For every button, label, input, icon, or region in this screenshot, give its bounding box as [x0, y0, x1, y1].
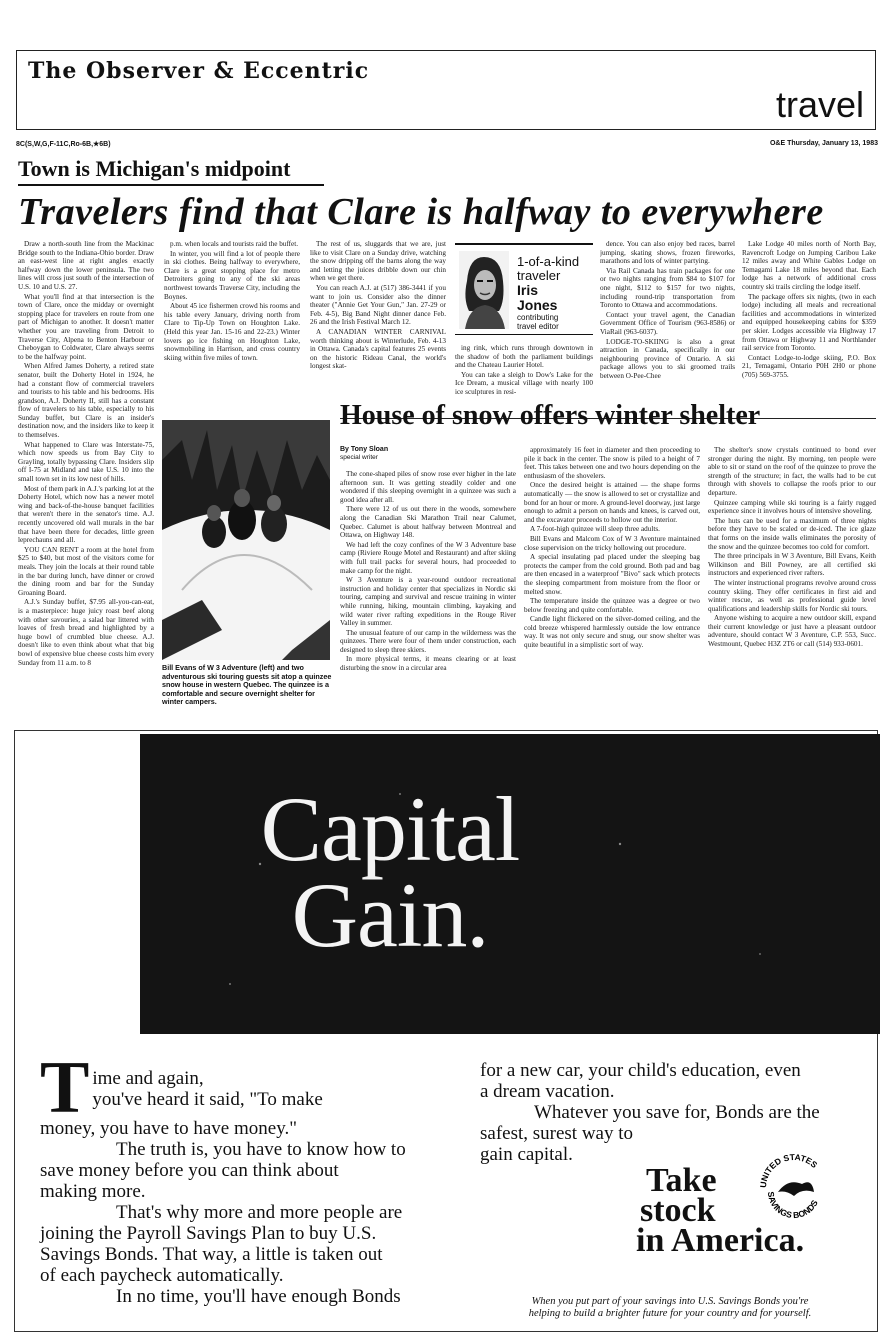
paragraph: We had left the cozy confines of the W 3 Adventure base camp (Riviere Rouge Motel and Restaurant) and after skiing with full trail packs for several hours, had proceeded to make camp for the night.	[340, 540, 516, 575]
paragraph: Quinzee camping while ski touring is a fairly rugged experience since it involves hours of intensive shoveling.	[708, 498, 876, 516]
kicker-rule	[18, 184, 324, 186]
seal-top-text	[758, 1152, 820, 1188]
tagline-line-2: helping to build a brighter future for your country and for yourself.	[528, 1308, 812, 1319]
story1-headline: Travelers find that Clare is halfway to everywhere	[18, 191, 824, 233]
paragraph: A CANADIAN WINTER CARNIVAL worth thinking about is Winterlude, Feb. 4-13 in Ottawa. Canada's capital features 25 events on the historic Rideau Canal, the world's longest skat-	[310, 327, 446, 371]
photo-caption: Bill Evans of W 3 Adventure (left) and two adventurous ski touring guests sit atop a quinzee snow house in western Quebec. The quinzee is a comfortable and secure overnight shelter for winter campers.	[162, 663, 332, 707]
ad-tagline	[470, 1296, 870, 1320]
take-line-2: stock	[640, 1192, 716, 1229]
seal-bottom-text	[766, 1191, 820, 1220]
paragraph: Contact your travel agent, the Canadian Government Office of Tourism (963-8586) or ViaRail (963-6037).	[600, 310, 735, 336]
paragraph: LODGE-TO-SKIING is also a great attraction in Canada, specifically in our neighbouring province of Ontario. A ski package allows you to ski groomed trails between O-Pee-Chee	[600, 337, 735, 380]
take-line-3: in America.	[636, 1222, 805, 1259]
ad-line: gain capital.	[480, 1144, 573, 1165]
paragraph: W 3 Aventure is a year-round outdoor recreational instruction and holiday center that specializes in Nordic ski touring, camping and survival and rescue training in winter while running, hiking, mountain climbing, kayaking and wild water river rafting expeditions in the Rouge River Valley in summer.	[340, 576, 516, 628]
ad-line: making more.	[40, 1181, 146, 1202]
ad-line: joining the Payroll Savings Plan to buy U.S.	[40, 1223, 377, 1244]
ad-line: money, you have to have money."	[40, 1118, 297, 1139]
story2-headline: House of snow offers winter shelter	[340, 400, 761, 431]
story1-column-6	[742, 240, 876, 412]
snow-house-photo	[162, 420, 330, 660]
ad-dark-panel	[140, 734, 880, 1034]
paragraph: You can reach A.J. at (517) 386-3441 if you want to join us. Consider also the dinner theater ("Annie Get Your Gun," Jan. 27-29 or Feb. 4-5), Big Band Night dinner dance Feb. 26 and the Irish Festival March 12.	[310, 283, 446, 327]
paragraph: What you'll find at that intersection is the town of Clare, once the midday or overnight stopping place for travelers en route from one part of Michigan to another. It doesn't matter whether you are traveling from Detroit to Traverse City, Alpena to Benton Harbour or Cheboygan to Coldwater, Clare always seems to be the halfway point.	[18, 292, 154, 361]
seal-top-path: UNITED STATES	[757, 1151, 820, 1189]
story2-column-c	[708, 446, 876, 726]
columnist-role-1: contributing	[517, 313, 559, 322]
story1-kicker: Town is Michigan's midpoint	[18, 156, 291, 181]
savings-bonds-seal-icon	[754, 1148, 834, 1228]
column-box-title: 1-of-a-kind	[517, 254, 580, 269]
paragraph: In more physical terms, it means clearing or at least disturbing the snow in a circular area	[340, 655, 516, 673]
ad-line: ime and again,	[92, 1068, 204, 1089]
byline-role: special writer	[340, 454, 378, 461]
paragraph: There were 12 of us out there in the woods, somewhere along the Canadian Ski Marathon Trail near Calumet, Quebec. Calumet is about halfway between Montreal and Ottawa, on Highway 148.	[340, 505, 516, 540]
paragraph: The rest of us, sluggards that we are, just like to visit Clare on a Sunday drive, watching the snow dripping off the barns along the way and letting the juices dribble down our chin when we get there.	[310, 240, 446, 283]
ad-line: of each paycheck automatically.	[40, 1265, 284, 1286]
paragraph: Contact Lodge-to-lodge skiing, P.O. Box 21, Temagami, Ontario P0H 2H0 or phone (705) 569-3755.	[742, 353, 876, 379]
column-box-text	[517, 255, 593, 331]
paragraph: p.m. when locals and tourists raid the buffet.	[170, 240, 299, 248]
paragraph: A.J.'s Sunday buffet, $7.95 all-you-can-eat, is a masterpiece: huge juicy roast beef along with other savouries, a salad bar littered with loaves of fresh bread and highlighted by a huge bowl of crumbled blue cheese. A.J. doesn't like to even think about what that big bowl of expensive blue cheese costs him every Sunday from 11 a.m. to 8	[18, 598, 154, 667]
story2-column-b	[524, 446, 700, 726]
columnist-role-2: travel editor	[517, 322, 559, 331]
paragraph: The package offers six nights, (two in each lodge) including all meals and recreational facilities and accommodations in winterized and equipped housekeeping cabins for $359 per skier. Lodges accessible via Highway 17 from Ottawa or Highway 11 and Northlander rail service from Toronto.	[742, 292, 876, 353]
paragraph: Bill Evans and Malcom Cox of W 3 Aventure maintained close supervision on the tricky hollowing out procedure.	[524, 534, 700, 552]
paragraph: The huts can be used for a maximum of three nights before they have to be scaled or de-iced. The ice glaze that forms on the inside walls eliminates the porosity of the snow and the quinzee becomes too cold for comfort.	[708, 516, 876, 551]
story2-byline-block	[340, 446, 516, 462]
paragraph: The temperature inside the quinzee was a degree or two below freezing and quite comfortable.	[524, 597, 700, 614]
paragraph: The three principals in W 3 Aventure, Bill Evans, Keith Wilkinson and Bill Powney, are all certified ski instructors and experienced river rafters.	[708, 552, 876, 578]
ad-line: save money before you can think about	[40, 1160, 339, 1181]
ad-line: The truth is, you have to know how to	[116, 1139, 406, 1160]
ad-line: Savings Bonds. That way, a little is taken out	[40, 1244, 383, 1265]
paragraph: Via Rail Canada has train packages for one or two nights ranging from $84 to $107 for one night, $112 to $157 for two nights, including round-trip transportation from Toronto to Ottawa and accommodations.	[600, 266, 735, 310]
folio-right: O&E Thursday, January 13, 1983	[769, 140, 878, 147]
ad-line: In no time, you'll have enough Bonds	[116, 1286, 401, 1307]
paragraph: The unusual feature of our camp in the wilderness was the quinzees. There were four of them under construction, each designed to sleep three skiers.	[340, 628, 516, 654]
paragraph: The shelter's snow crystals continued to bond ever stronger during the night. By morning, ten people were able to sit or stand on the roof of the quinzee to prove the strength of the structure; in fact, the walls had to be cut through with shovels to collapse the roofs prior to our departure.	[708, 446, 876, 497]
ad-line: safest, surest way to	[480, 1123, 634, 1144]
paragraph: Anyone wishing to acquire a new outdoor skill, expand their current knowledge or just have a pleasant outdoor adventure, should contact W 3 Aventure, C.P. 553, Succ. Westmount, Quebec H3Z 2T6 or call (514) 933-0601.	[708, 614, 876, 649]
paragraph: dence. You can also enjoy bed races, barrel jumping, skating shows, frozen fireworks, marathons and lots of winter partying.	[600, 240, 735, 266]
ad-title-line-2: Gain.	[291, 864, 489, 966]
tagline-line-1: When you put part of your savings into U.S. Savings Bonds you're	[531, 1296, 809, 1307]
story1-column-5	[600, 240, 735, 412]
take-line-1: Take	[646, 1162, 717, 1199]
paragraph: Once the desired height is attained — the shape forms automatically — the snow is allowed to set or crystallize and bond for an hour or more. A ground-level doorway, just large enough to admit a person on hands and knees, is carved out, and the excavator proceeds to hollow out the interior.	[524, 481, 700, 524]
paragraph: Most of them park in A.J.'s parking lot at the Doherty Hotel, which now has a newer motel wing and back-of-the-house banquet facilities that weren't there in the senator's time. A.J. recently uncovered old wall murals in the bar that have been there for decades, little green leprechauns and all.	[18, 484, 154, 545]
paragraph: Candle light flickered on the silver-domed ceiling, and the cold breeze whispered harmlessly outside the low entrance way. It was not only secure and snug, our snow shelter was quite beautiful in a simplistic sort of way.	[524, 615, 700, 650]
paragraph: In winter, you will find a lot of people there in ski clothes. Being halfway to everywhere, Clare is a great stopping place for metro Detroiters going to any of the ski areas northwest towards Traverse City, including the Boynes.	[164, 249, 300, 301]
paragraph: A special insulating pad placed under the sleeping bag protects the camper from the cold ground. Both pad and bag are then encased in a waterproof "Bivo" sack which protects the sleeping compartment from moisture from the floor or melted snow.	[524, 553, 700, 596]
section-label: travel	[775, 84, 864, 125]
paragraph: approximately 16 feet in diameter and then proceeding to pile it back in the center. The snow is piled to a height of 7 feet. This takes between one and two hours depending on the enthusiasm of the shovelers.	[524, 446, 700, 480]
ad-title-line-1: Capital	[260, 778, 520, 880]
column-box	[455, 243, 593, 335]
paragraph: ing rink, which runs through downtown in the shadow of both the parliament buildings and the Chateau Laurier Hotel.	[455, 344, 593, 370]
ad-line: Whatever you save for, Bonds are the	[534, 1102, 820, 1123]
ad-line: for a new car, your child's education, even	[480, 1060, 801, 1081]
column-box-subtitle: traveler	[517, 268, 561, 283]
paragraph: About 45 ice fishermen crowd his rooms and his table every January, driving north from Clare to Tip-Up Town on Houghton Lake. (Held this year Jan. 15-16 and 22-23.) Winter lovers go ice fishing on Houghton Lake, snowmobiling in Harrison, and cross country skiing within five miles of town.	[164, 302, 300, 362]
byline: By Tony Sloan	[340, 446, 389, 453]
paragraph: When Alfred James Doherty, a retired state senator, built the Doherty Hotel in 1924, he had a constant flow of commercial travelers and tourists to his table and his bedrooms. His grandson, A.J. Doherty II, still has a constant flow of travelers to his table, especially to his Sunday buffet, but Clare is an insider's destination now, and the insiders like to keep it to themselves.	[18, 362, 154, 440]
story1-column-1	[18, 240, 154, 780]
ad-copy-left	[40, 1047, 470, 1307]
story2-column-a	[340, 470, 516, 726]
paragraph: YOU CAN RENT a room at the hotel from $25 to $40, but most of the visitors come for meals. They join the locals at their round table in the bar during lunch, have dinner or crowd the dining room and bar for the Sunday Groaning Board.	[18, 545, 154, 597]
ad-line: a dream vacation.	[480, 1081, 615, 1102]
masthead-title[interactable]: The Observer & Eccentric	[28, 58, 370, 84]
columnist-last-name: Jones	[517, 297, 558, 313]
columnist-photo	[459, 251, 509, 329]
paragraph: Draw a north-south line from the Mackinac Bridge south to the Indiana-Ohio border. Draw an east-west line at right angles exactly halfway down the lower peninsula. The two lines will cross just south of the intersection of U.S. 10 and U.S. 27.	[18, 240, 154, 291]
story1-column-2	[164, 240, 300, 412]
ad-line: you've heard it said, "To make	[92, 1089, 323, 1110]
story1-column-3	[310, 240, 446, 412]
ad-line: That's why more and more people are	[116, 1202, 403, 1223]
paragraph: What happened to Clare was Interstate-75, which now speeds us from Bay City to Grayling, totally bypassing Clare. Insiders slip off I-75 at Midland and take U.S. 10 into the small town set in its low nest of hills.	[18, 440, 154, 484]
ad-dropcap: T	[40, 1047, 90, 1129]
paragraph: The cone-shaped piles of snow rose ever higher in the late afternoon sun. It was getting steadily colder and one wondered if this sleeping overnight in a quinzee was such a good idea after all.	[340, 470, 516, 504]
paragraph: Lake Lodge 40 miles north of North Bay, Ravencroft Lodge on Jumping Caribou Lake 12 miles away and White Gables Lodge on Temagami Lake 18 miles beyond that. Each lodge has a network of additional cross country ski trails circling the lodge itself.	[742, 240, 876, 291]
folio-left: 8C(S,W,G,F-11C,Ro-6B,★6B)	[16, 141, 111, 148]
columnist-first-name: Iris	[517, 282, 539, 298]
paragraph: The winter instructional programs revolve around cross country skiing. They offer certificates in first aid and winter rescue, as well as professional guide level qualifications and leadership skills for Nordic ski tours.	[708, 578, 876, 613]
paragraph: You can take a sleigh to Dow's Lake for the Ice Dream, a musical village with nearly 100 ice sculptures in resi-	[455, 370, 593, 396]
seal-bottom-path: SAVINGS BONDS	[765, 1191, 820, 1221]
paragraph: A 7-foot-high quinzee will sleep three adults.	[530, 525, 660, 534]
